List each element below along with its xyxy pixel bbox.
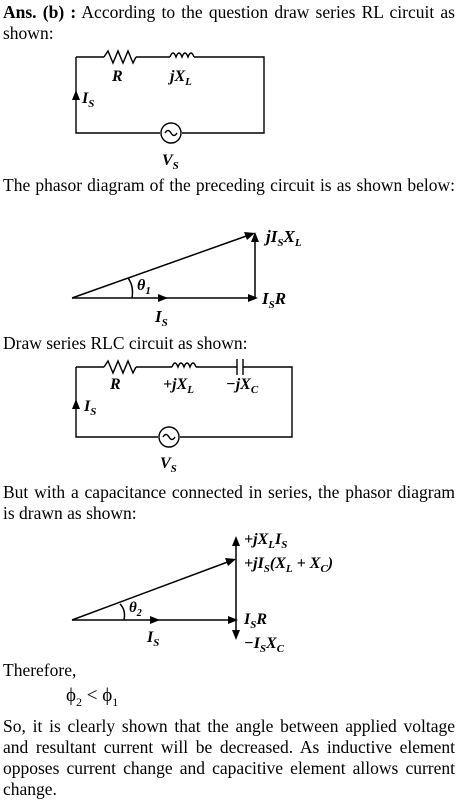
current-label: $I_S$ (82, 90, 95, 110)
therefore-text: Therefore, (3, 660, 77, 680)
current-arrow-icon (72, 90, 80, 100)
inductor-symbol (172, 363, 196, 367)
resistive-phasor-label: $I_SR$ (262, 289, 287, 311)
conclusion-text: So, it is clearly shown that the angle between applied voltage and resultant current will be decreased. As inductive element opposes current change and capacitive element allows current change. (3, 716, 455, 799)
inductor-label: $jX_L$ (170, 68, 192, 88)
rlc-intro: Draw series RLC circuit as shown: (3, 333, 248, 353)
rlc-phasor-intro: But with a capacitance connected in series, the phasor diagram is drawn as shown: (3, 482, 455, 523)
capacitor-label: $-jX_C$ (226, 376, 259, 396)
source-label: $V_S$ (160, 455, 177, 475)
current-phasor-label: $I_S$ (155, 307, 168, 329)
voltage-phasor (72, 234, 252, 298)
rl-circuit-diagram (0, 45, 460, 175)
capacitive-phasor-arrow-icon (232, 630, 240, 640)
current-label: $I_S$ (84, 398, 97, 418)
rlc-circuit-diagram (0, 355, 460, 480)
circuit-wire-top-right (182, 57, 264, 133)
phi1: ϕ (102, 685, 113, 706)
ac-source-wave (165, 131, 177, 136)
inductor-symbol (170, 53, 194, 57)
angle-label: $\theta_1$ (137, 277, 151, 297)
answer-intro (3, 2, 455, 44)
resistor-symbol (104, 51, 136, 63)
phasor-intro: The phasor diagram of the preceding circuit is as shown below: (3, 175, 455, 195)
resistor-symbol (104, 361, 136, 373)
angle-inequality (66, 685, 118, 710)
phi2: ϕ (66, 685, 77, 706)
angle-arc (128, 278, 133, 298)
source-label: $V_S$ (162, 152, 179, 172)
resistor-label: R (110, 376, 121, 393)
voltage-phasor (72, 560, 233, 620)
less-than: < (82, 685, 103, 706)
inductor-label: $+jX_L$ (163, 376, 194, 396)
voltage-phasor-arrow-icon (225, 558, 236, 566)
inductive-phasor-arrow-icon (232, 536, 240, 546)
net-reactive-label: $+jI_S(X_L + X_C)$ (244, 555, 334, 575)
current-arrow-icon (72, 399, 80, 409)
resistive-phasor-arrow-icon (248, 294, 258, 302)
current-phasor-arrow-icon (150, 616, 160, 624)
answer-intro-text: According to the question draw series RL circuit as shown: (3, 2, 455, 43)
phasor-diagram-rl (0, 222, 460, 332)
inductive-phasor-label: $+jX_LI_S$ (244, 531, 288, 551)
angle-label: $\theta_2$ (129, 600, 142, 619)
capacitive-phasor-label: $-I_SX_C$ (244, 635, 285, 655)
current-phasor-label: $I_S$ (147, 629, 160, 649)
current-phasor-arrow-icon (158, 294, 168, 302)
phi2-sub: 2 (76, 694, 83, 709)
phi1-sub: 1 (112, 694, 119, 709)
resistor-label: R (112, 68, 123, 85)
answer-prefix: Ans. (b) : (3, 2, 77, 22)
phasor-diagram-rlc (0, 524, 460, 664)
inductive-phasor-label: $jI_SX_L$ (266, 227, 302, 249)
resistive-phasor-label: $I_SR$ (244, 611, 268, 631)
angle-arc (120, 604, 125, 620)
ac-source-wave (163, 435, 175, 440)
